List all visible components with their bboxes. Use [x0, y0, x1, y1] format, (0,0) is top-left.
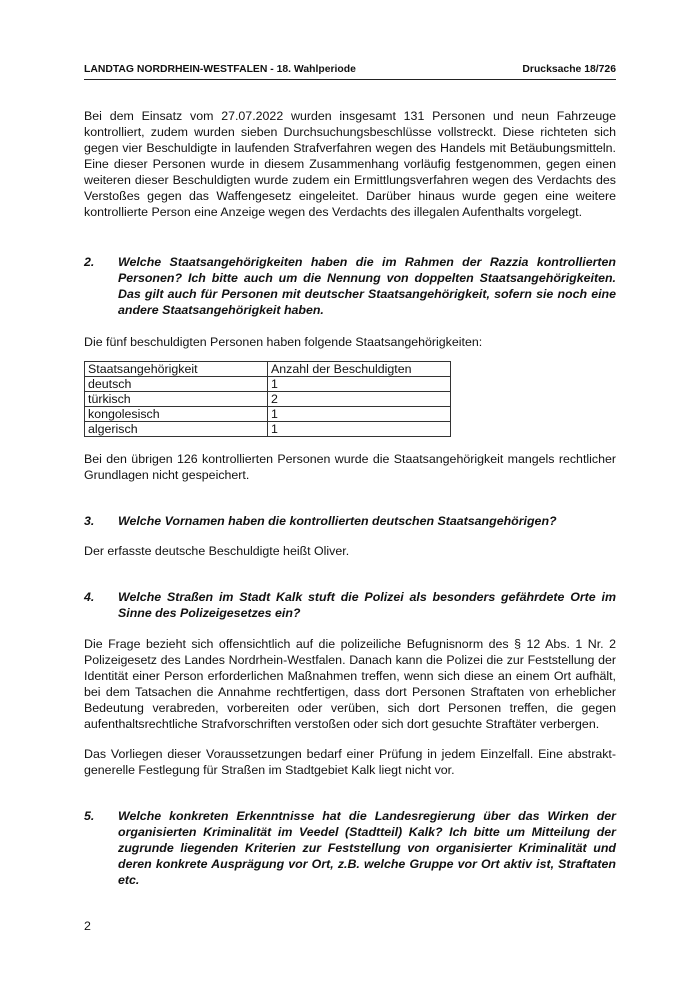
table-row: [85, 377, 451, 392]
page-header: [84, 64, 616, 80]
table-row: [85, 422, 451, 437]
table-cell: 1: [268, 377, 451, 392]
question-text: Welche konkreten Erkenntnisse hat die Landesregierung über das Wirken der organisierten Kriminalität im Veedel (Stadtteil) Kalk? Ich bitte um Mitteilung der zugrunde liegenden Kriterien zur Feststellung von organisierter Kriminalität und deren konkrete Ausprägung vor Ort, z.B. welche Gruppe vor Ort aktiv ist, Straftaten etc.: [118, 809, 616, 887]
question-text: Welche Staatsangehörigkeiten haben die im Rahmen der Razzia kontrollierten Personen? Ich bitte auch um die Nennung von doppelten Staatsangehörigkeiten. Das gilt auch für Personen mit deutscher Staatsangehörigkeit, sofern sie noch eine andere Staatsangehörigkeit haben.: [118, 255, 616, 317]
question-4: [84, 589, 616, 621]
question-number: 4.: [84, 590, 95, 604]
answer-4-paragraph-2: Das Vorliegen dieser Voraussetzungen bedarf einer Prüfung in jedem Einzelfall. Eine abstrakt-generelle Festlegung für Straßen im Stadtgebiet Kalk liegt nicht vor.: [84, 747, 616, 777]
table-header-cell: Staatsangehörigkeit: [85, 362, 268, 377]
answer-2-intro: Die fünf beschuldigten Personen haben folgende Staatsangehörigkeiten:: [84, 335, 483, 349]
answer-4-paragraph-1: Die Frage bezieht sich offensichtlich auf die polizeiliche Befugnisnorm des § 12 Abs. 1 Nr. 2 Polizeigesetz des Landes Nordrhein-Westfalen. Danach kann die Polizei die zur Feststellung der Identität einer Person erforderlichen Maßnahmen treffen, wenn sich diese an einem Ort aufhält, bei dem Tatsachen die Annahme rechtfertigen, dass dort Personen Straftaten von erheblicher Bedeutung verabreden, vorbereiten oder verüben, sich dort Personen treffen, die gegen aufenthaltsrechtliche Strafvorschriften verstoßen oder sich dort gesuchte Straftäter verbergen.: [84, 637, 616, 731]
table-header-row: [85, 362, 451, 377]
page-number: 2: [84, 919, 91, 933]
question-number: 5.: [84, 809, 95, 823]
question-3: [84, 513, 616, 529]
answer-2-after: Bei den übrigen 126 kontrollierten Personen wurde die Staatsangehörigkeit mangels rechtlicher Grundlagen nicht gespeichert.: [84, 452, 616, 482]
question-5: [84, 808, 616, 888]
header-document-number: Drucksache 18/726: [522, 64, 616, 75]
document-body: [84, 108, 616, 888]
question-number: 2.: [84, 255, 95, 269]
table-cell: deutsch: [85, 377, 268, 392]
table-cell: 1: [268, 422, 451, 437]
table-header-cell: Anzahl der Beschuldigten: [268, 362, 451, 377]
question-number: 3.: [84, 514, 95, 528]
table-cell: 1: [268, 407, 451, 422]
header-parliament: LANDTAG NORDRHEIN-WESTFALEN - 18. Wahlperiode: [84, 64, 356, 75]
table-cell: 2: [268, 392, 451, 407]
answer-3: Der erfasste deutsche Beschuldigte heißt Oliver.: [84, 544, 350, 558]
nationality-table: [84, 361, 451, 437]
table-row: [85, 392, 451, 407]
table-row: [85, 407, 451, 422]
intro-paragraph: Bei dem Einsatz vom 27.07.2022 wurden insgesamt 131 Personen und neun Fahrzeuge kontrolliert, zudem wurden sieben Durchsuchungsbeschlüsse vollstreckt. Diese richteten sich gegen vier Beschuldigte in laufenden Strafverfahren wegen des Handels mit Betäubungsmitteln. Eine dieser Personen wurde in diesem Zusammenhang vorläufig festgenommen, gegen einen weiteren dieser Beschuldigten wurde zudem ein Ermittlungsverfahren wegen des Verdachts des Verstoßes gegen das Waffengesetz eingeleitet. Darüber hinaus wurde gegen eine weitere kontrollierte Person eine Anzeige wegen des Verdachts des illegalen Aufenthalts vorgelegt.: [84, 109, 616, 219]
table-cell: türkisch: [85, 392, 268, 407]
question-2: [84, 254, 616, 318]
question-text: Welche Straßen im Stadt Kalk stuft die Polizei als besonders gefährdete Orte im Sinne des Polizeigesetzes ein?: [118, 590, 616, 620]
table-cell: kongolesisch: [85, 407, 268, 422]
table-cell: algerisch: [85, 422, 268, 437]
question-text: Welche Vornamen haben die kontrollierten deutschen Staatsangehörigen?: [118, 514, 557, 528]
